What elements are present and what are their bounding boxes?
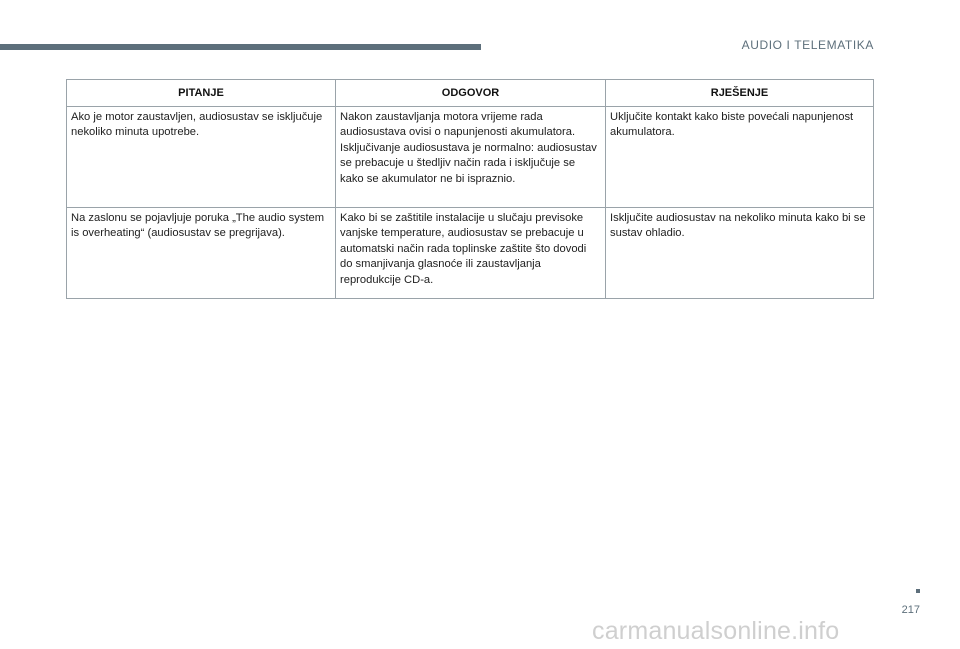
table-row: [67, 107, 874, 208]
column-header-answer: ODGOVOR: [336, 80, 606, 107]
question-cell: Ako je motor zaustavljen, audiosustav se isključuje nekoliko minuta upotrebe.: [67, 107, 336, 208]
faq-table: [66, 79, 874, 299]
section-title: AUDIO I TELEMATIKA: [741, 38, 874, 52]
table-header-row: [67, 80, 874, 107]
page-marker-square: [916, 589, 920, 593]
question-cell: Na zaslonu se pojavljuje poruka „The audio system is overheating“ (audiosustav se pregrijava).: [67, 208, 336, 299]
page-number: 217: [901, 604, 920, 616]
header-accent-bar: [0, 44, 481, 50]
column-header-question: PITANJE: [67, 80, 336, 107]
answer-cell: Nakon zaustavljanja motora vrijeme rada audiosustava ovisi o napunjenosti akumulatora. Isključivanje audiosustava je normalno: audiosustav se prebacuje u štedljiv način rada i isključuje se kako se akumulator ne bi ispraznio.: [336, 107, 606, 208]
watermark: carmanualsonline.info: [592, 617, 840, 645]
solution-cell: Uključite kontakt kako biste povećali napunjenost akumulatora.: [606, 107, 874, 208]
solution-cell: Isključite audiosustav na nekoliko minuta kako bi se sustav ohladio.: [606, 208, 874, 299]
table-row: [67, 208, 874, 299]
answer-cell: Kako bi se zaštitile instalacije u slučaju previsoke vanjske temperature, audiosustav se prebacuje u automatski način rada toplinske zaštite što dovodi do smanjivanja glasnoće ili zaustavljanja reprodukcije CD-a.: [336, 208, 606, 299]
column-header-solution: RJEŠENJE: [606, 80, 874, 107]
